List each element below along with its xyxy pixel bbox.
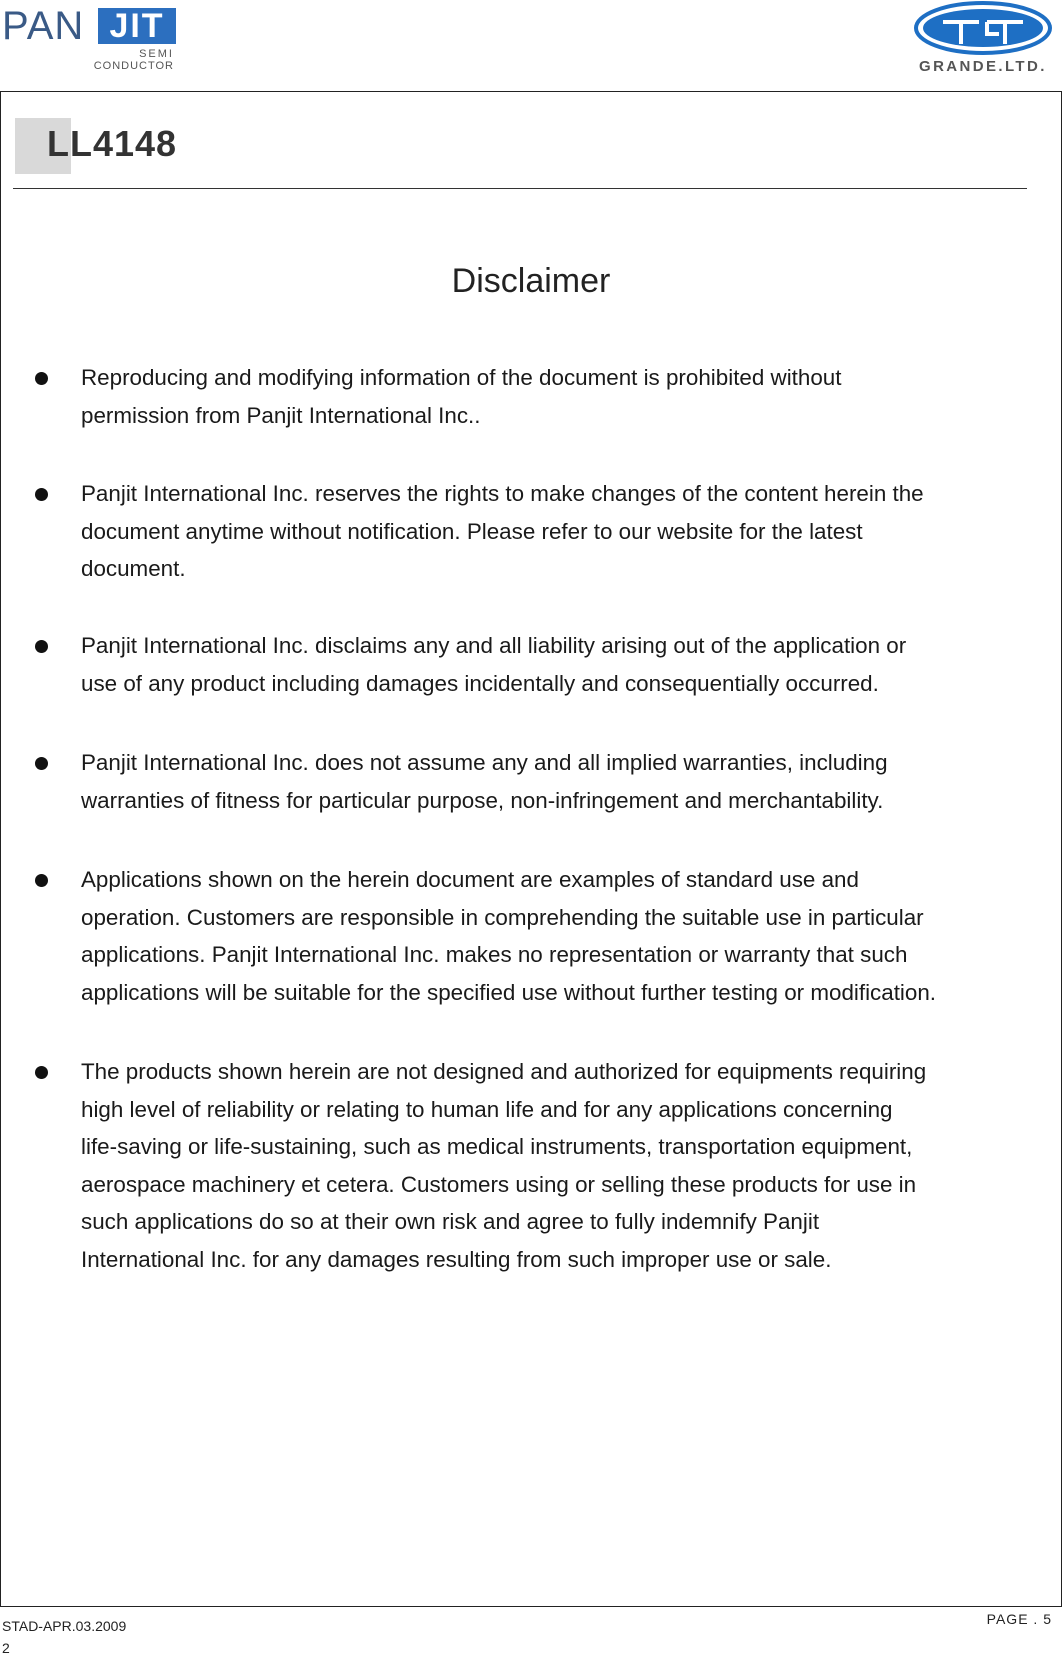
title-divider: [13, 188, 1027, 189]
panjit-logo-semi-text: SEMI: [139, 48, 174, 60]
disclaimer-item-text: Panjit International Inc. disclaims any and all liability arising out of the application or use of any product including damages incidentally and consequentially occurred.: [81, 633, 907, 696]
bullet-icon: [35, 372, 48, 385]
document-code: STAD-APR.03.2009 2: [2, 1618, 127, 1656]
bullet-icon: [35, 874, 48, 887]
grande-emblem-icon: [913, 0, 1053, 56]
panjit-logo-pan-text: PAN: [2, 4, 85, 48]
bullet-icon: [35, 757, 48, 770]
disclaimer-item-text: Applications shown on the herein document are examples of standard use and operation. Customers are responsible in comprehending the suitable use in particular applications. Panjit International Inc. makes no representation or warranty that such applications will be suitable for the specified use without further testing or modification.: [81, 867, 937, 1005]
disclaimer-heading: Disclaimer: [451, 262, 611, 300]
grande-logo: [905, 0, 1064, 82]
panjit-logo: [0, 2, 180, 74]
bullet-icon: [35, 488, 48, 501]
grande-logo-text: GRANDE.LTD.: [919, 58, 1047, 75]
panjit-logo-jit-text: JIT: [98, 8, 176, 44]
disclaimer-item-text: Panjit International Inc. reserves the rights to make changes of the content herein the document anytime without notification. Please refer to our website for the latest document.: [81, 481, 924, 581]
part-number-title: LL4148: [47, 123, 178, 164]
panjit-logo-conductor-text: CONDUCTOR: [93, 60, 174, 72]
disclaimer-item-text: Reproducing and modifying information of the document is prohibited without permission from Panjit International Inc..: [81, 365, 842, 428]
bullet-icon: [35, 640, 48, 653]
disclaimer-item-text: Panjit International Inc. does not assume any and all implied warranties, including warranties of fitness for particular purpose, non-infringement and merchantability.: [81, 750, 888, 813]
page-number: PAGE . 5: [986, 1611, 1052, 1627]
page-frame: [0, 91, 1062, 1607]
disclaimer-item-text: The products shown herein are not designed and authorized for equipments requiring high level of reliability or relating to human life and for any applications concerning life-saving or life-sustaining, such as medical instruments, transportation equipment, aerospace machinery et cetera. Customers using or selling these products for use in such applications do so at their own risk and agree to fully indemnify Panjit International Inc. for any damages resulting from such improper use or sale.: [81, 1059, 927, 1272]
bullet-icon: [35, 1066, 48, 1079]
